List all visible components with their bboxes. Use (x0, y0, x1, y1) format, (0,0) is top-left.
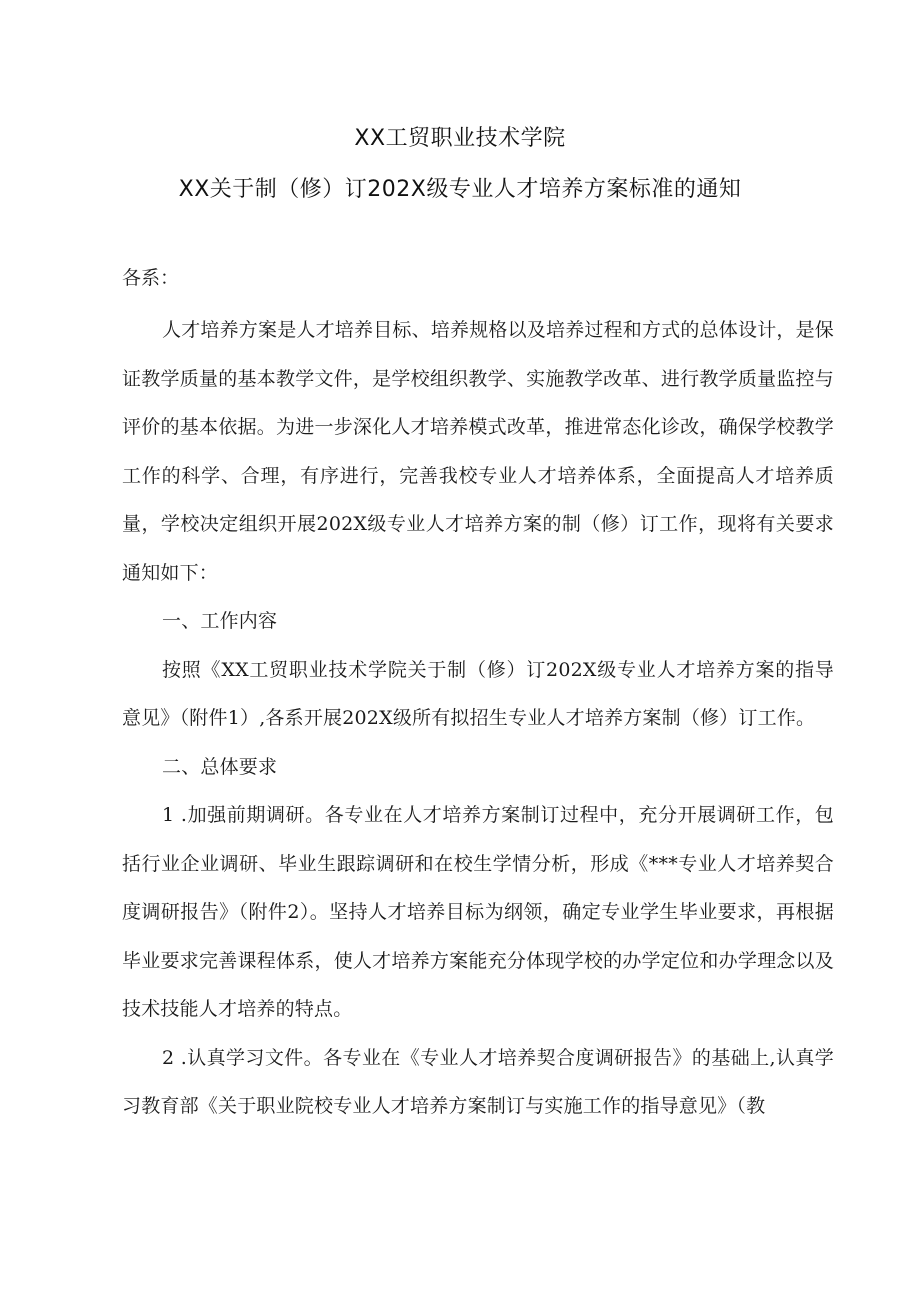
section-heading-general-requirements: 二、总体要求 (162, 755, 278, 778)
requirement-item-2: 2 .认真学习文件。各专业在《专业人才培养契合度调研报告》的基础上,认真学习教育部《关于职业院校专业人才培养方案制订与实施工作的指导意见》（教 (122, 1046, 834, 1117)
requirement-item-1: 1 .加强前期调研。各专业在人才培养方案制订过程中，充分开展调研工作，包括行业企业调研、毕业生跟踪调研和在校生学情分析，形成《***专业人才培养契合度调研报告》（附件2）。坚持人才培养目标为纲领，确定专业学生毕业要求，再根据毕业要求完善课程体系，使人才培养方案能充分体现学校的办学定位和办学理念以及技术技能人才培养的特点。 (122, 804, 834, 1020)
document-title-institution: XX工贸职业技术学院 (354, 126, 566, 151)
document-title-notice: XX关于制（修）订202X级专业人才培养方案标准的通知 (178, 177, 742, 202)
intro-paragraph: 人才培养方案是人才培养目标、培养规格以及培养过程和方式的总体设计，是保证教学质量的基本教学文件，是学校组织教学、实施教学改革、进行教学质量监控与评价的基本依据。为进一步深化人才培养模式改革，推进常态化诊改，确保学校教学工作的科学、合理，有序进行，完善我校专业人才培养体系，全面提高人才培养质量，学校决定组织开展202X级专业人才培养方案的制（修）订工作，现将有关要求通知如下： (122, 319, 835, 584)
section-heading-work-content: 一、工作内容 (162, 610, 278, 632)
salutation: 各系： (122, 267, 180, 289)
document-body (122, 306, 834, 1131)
section-work-content-paragraph: 按照《XX工贸职业技术学院关于制（修）订202X级专业人才培养方案的指导意见》（附件1）,各系开展202X级所有拟招生专业人才培养方案制（修）订工作。 (122, 658, 834, 729)
